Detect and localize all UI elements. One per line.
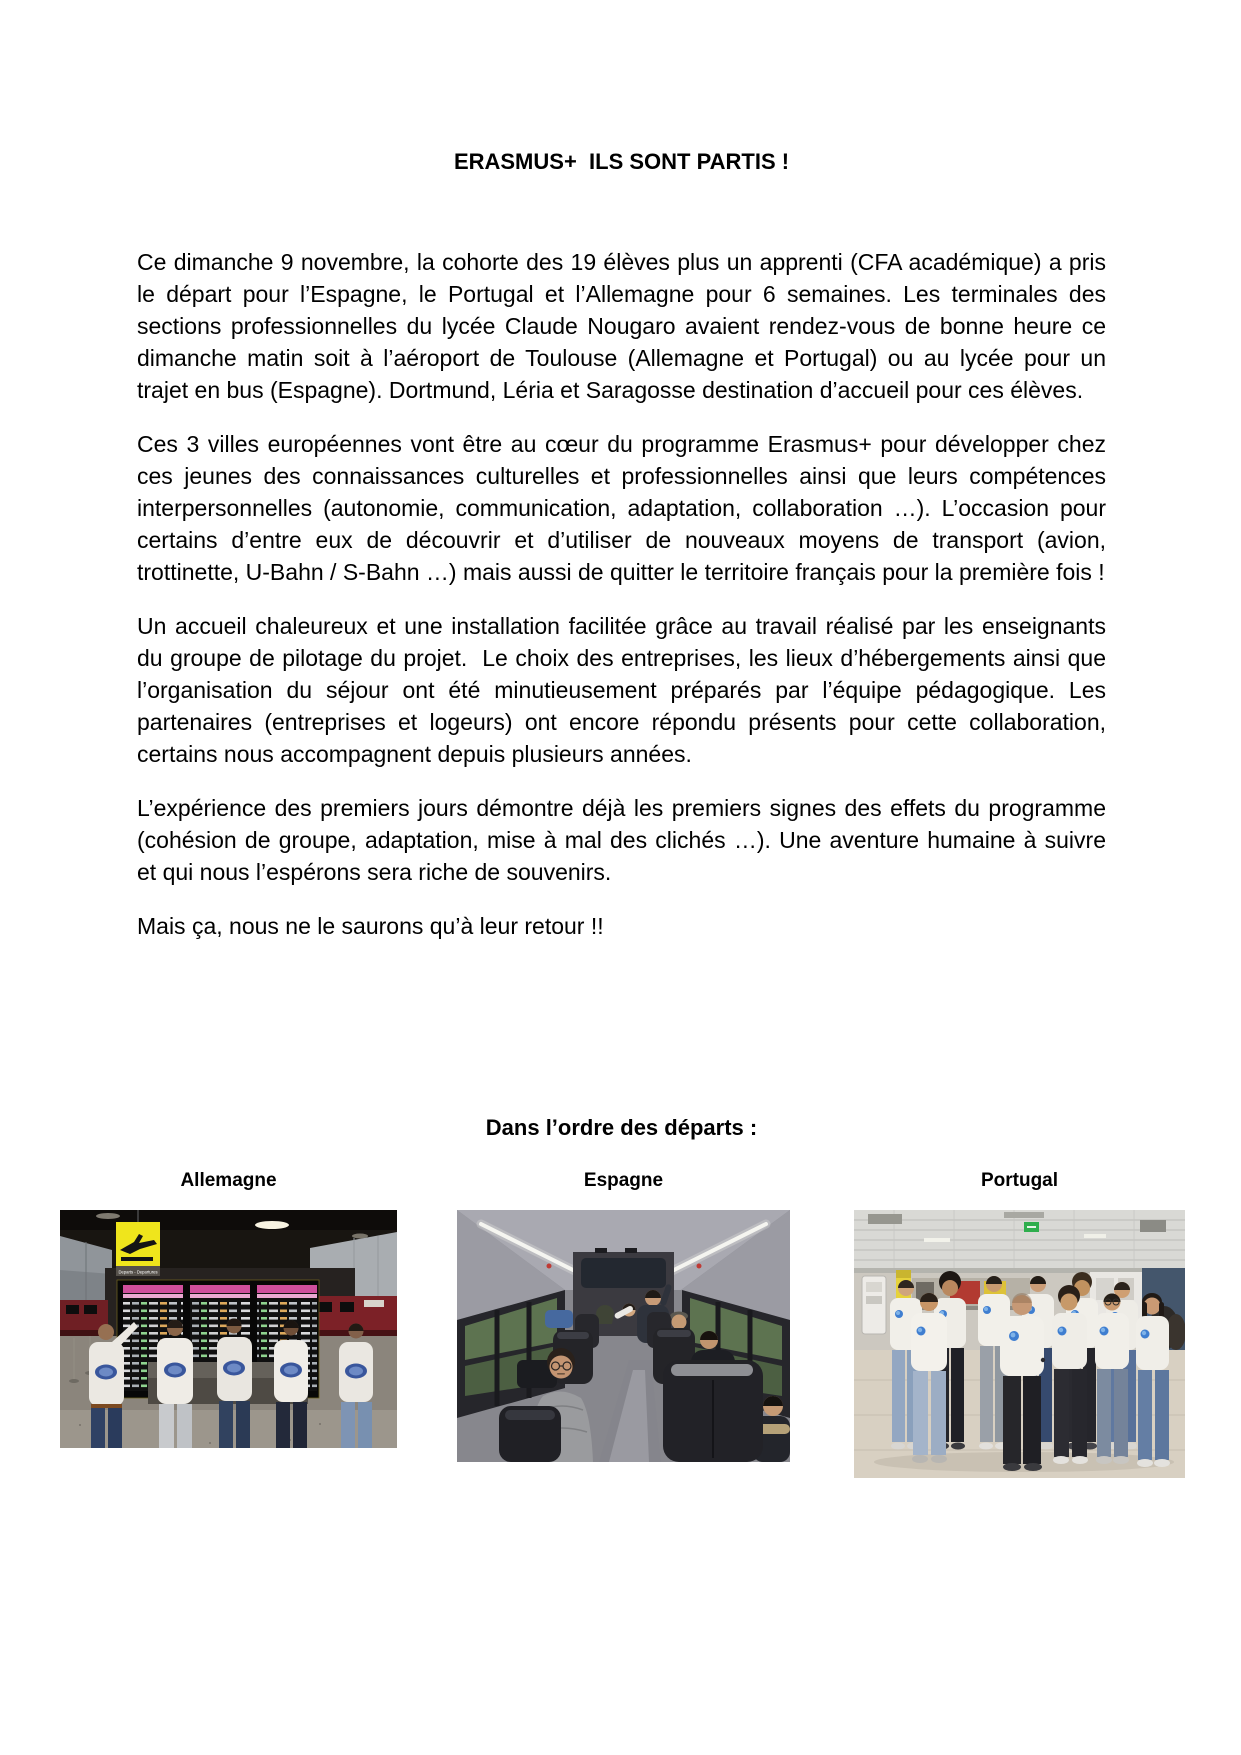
- photo-allemagne: [60, 1210, 397, 1448]
- body-paragraph: L’expérience des premiers jours démontre déjà les premiers signes des effets du programme (cohésion de groupe, adaptation, mise à mal des clichés …). Une aventure humaine à suivre et qui nous l’espérons sera riche de souvenirs.: [137, 795, 1106, 885]
- page-title: ERASMUS+ ILS SONT PARTIS !: [453, 149, 790, 174]
- photo-caption: Espagne: [583, 1170, 664, 1191]
- figure-espagne: [457, 1170, 790, 1462]
- exit-sign: [1024, 1222, 1039, 1232]
- photo-caption: Allemagne: [180, 1170, 277, 1191]
- departures-sign-label: Departs - Departures: [118, 1269, 158, 1275]
- photo-espagne: [457, 1210, 790, 1462]
- body-paragraph: Un accueil chaleureux et une installation facilitée grâce au travail réalisé par les enseignants du groupe de pilotage du projet. Le choix des entreprises, les lieux d’hébergements ainsi que l’organisation du séjour ont été minutieusement préparés par l’équipe pédagogique. Les partenaires (entreprises et logeurs) ont encore répondu présents pour cette collaboration, certains nous accompagnent depuis plusieurs années.: [137, 613, 1106, 767]
- figure-allemagne: [60, 1170, 397, 1448]
- text-column: [137, 146, 1106, 964]
- body-paragraph: Ce dimanche 9 novembre, la cohorte des 19 élèves plus un apprenti (CFA académique) a pris le départ pour l’Espagne, le Portugal et l’Allemagne pour 6 semaines. Les terminales des sections professionnelles du lycée Claude Nougaro avaient rendez-vous de bonne heure ce dimanche matin soit à l’aéroport de Toulouse (Allemagne et Portugal) ou au lycée pour un trajet en bus (Espagne). Dortmund, Léria et Saragosse destination d’accueil pour ces élèves.: [137, 249, 1106, 403]
- body-paragraph: Ces 3 villes européennes vont être au cœur du programme Erasmus+ pour développer chez ces jeunes des connaissances culturelles et professionnelles ainsi que leurs compétences interpersonnelles (autonomie, communication, adaptation, collaboration …). L’occasion pour certains d’entre eux de découvrir et d’utiliser de nouveaux moyens de transport (avion, trottinette, U-Bahn / S-Bahn …) mais aussi de quitter le territoire français pour la première fois !: [137, 431, 1106, 585]
- photo-portugal: [854, 1210, 1185, 1478]
- section-heading: Dans l’ordre des départs :: [485, 1115, 758, 1140]
- body-paragraph: Mais ça, nous ne le saurons qu’à leur retour !!: [137, 913, 604, 939]
- figure-portugal: [854, 1170, 1185, 1478]
- photo-caption: Portugal: [980, 1170, 1059, 1191]
